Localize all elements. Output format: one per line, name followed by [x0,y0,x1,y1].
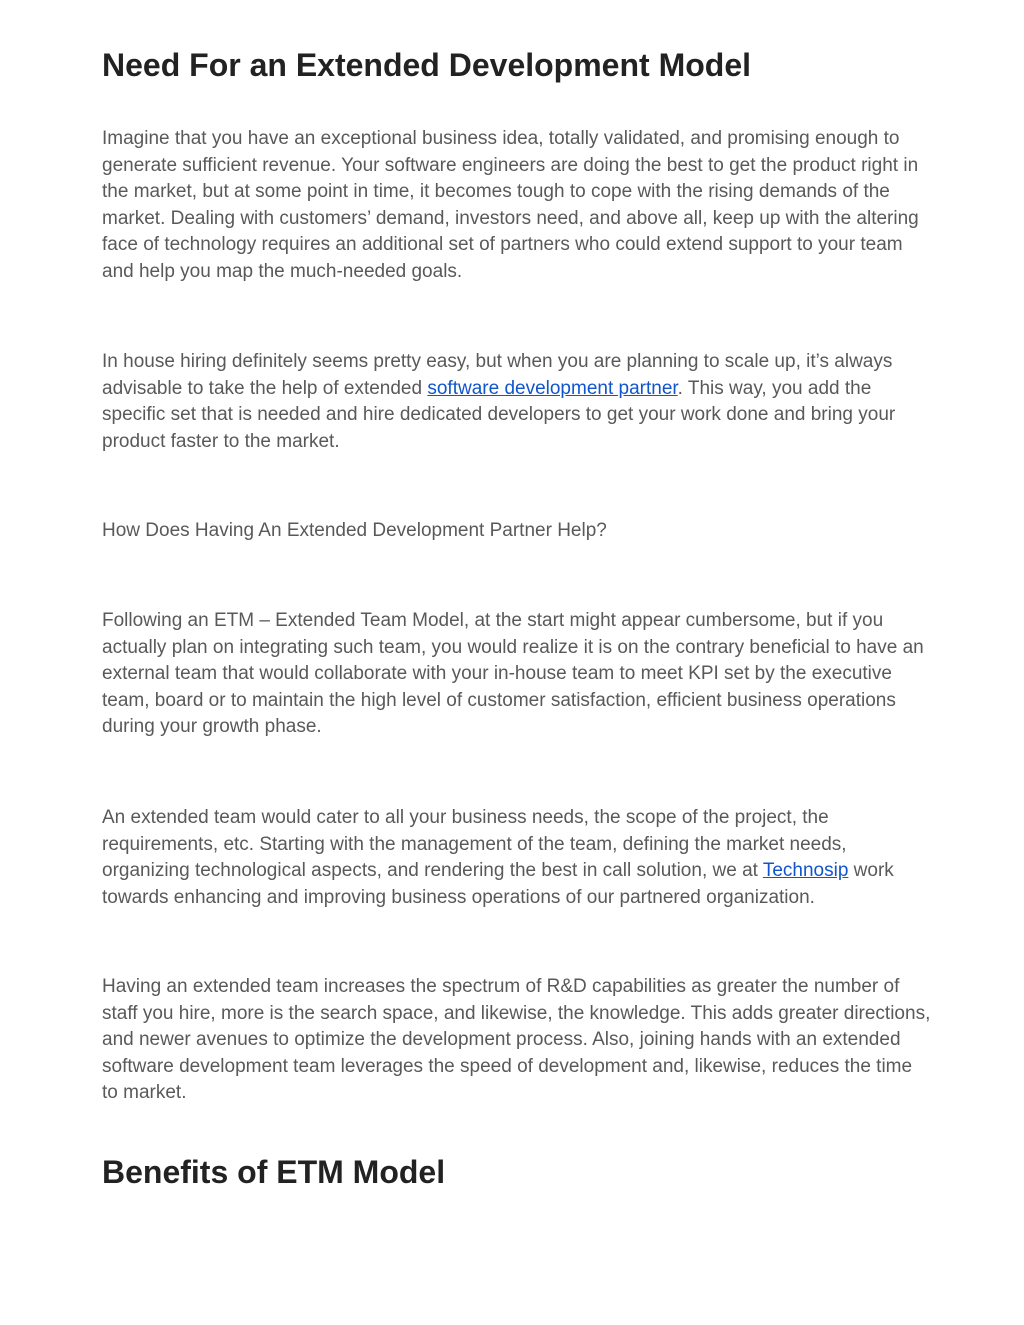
intro-paragraph: Imagine that you have an exceptional business idea, totally validated, and promising enough to generate sufficient revenue. Your software engineers are doing the best to get the product right in the market, but at some point in time, it becomes tough to cope with the rising demands of the market. Dealing with customers’ demand, investors need, and above all, keep up with the altering face of technology requires an additional set of partners who could extend support to your team and help you map the much-needed goals. [102,128,919,282]
technosip-link[interactable]: Technosip [762,860,849,882]
hiring-paragraph-text-after: . This way, you add the specific set that is needed and hire dedicated developers to get your work done and bring your product faster to the market. [102,377,896,452]
partner-help-subheading: How Does Having An Extended Development Partner Help? [102,520,607,541]
hiring-paragraph-text-before: In house hiring definitely seems pretty easy, but when you are planning to scale up, it’s always advisable to take the help of extended [102,351,893,399]
etm-paragraph: Following an ETM – Extended Team Model, at the start might appear cumbersome, but if you actually plan on integrating such team, you would realize it is on the contrary beneficial to have an external team that would collaborate with your in-house team to meet KPI set by the executive team, board or to maintain the high level of customer satisfaction, efficient business operations during your growth phase. [102,610,924,738]
rnd-paragraph: Having an extended team increases the spectrum of R&D capabilities as greater the number of staff you hire, more is the search space, and likewise, the knowledge. This adds greater directions, and newer avenues to optimize the development process. Also, joining hands with an extended software development team leverages the speed of development and, likewise, reduces the time to market. [102,976,931,1104]
extended-team-text-before: An extended team would cater to all your business needs, the scope of the project, the requirements, etc. Starting with the management of the team, defining the market needs, organizing technological aspects, and rendering the best in call solution, we at [102,807,847,882]
section-heading-extended-model: Need For an Extended Development Model [102,47,751,83]
hiring-paragraph [102,349,932,455]
extended-team-paragraph [102,805,932,911]
section-heading-benefits: Benefits of ETM Model [102,1154,446,1190]
extended-team-text-after: work towards enhancing and improving business operations of our partnered organization. [102,860,894,908]
software-development-partner-link[interactable]: software development partner [427,377,678,399]
